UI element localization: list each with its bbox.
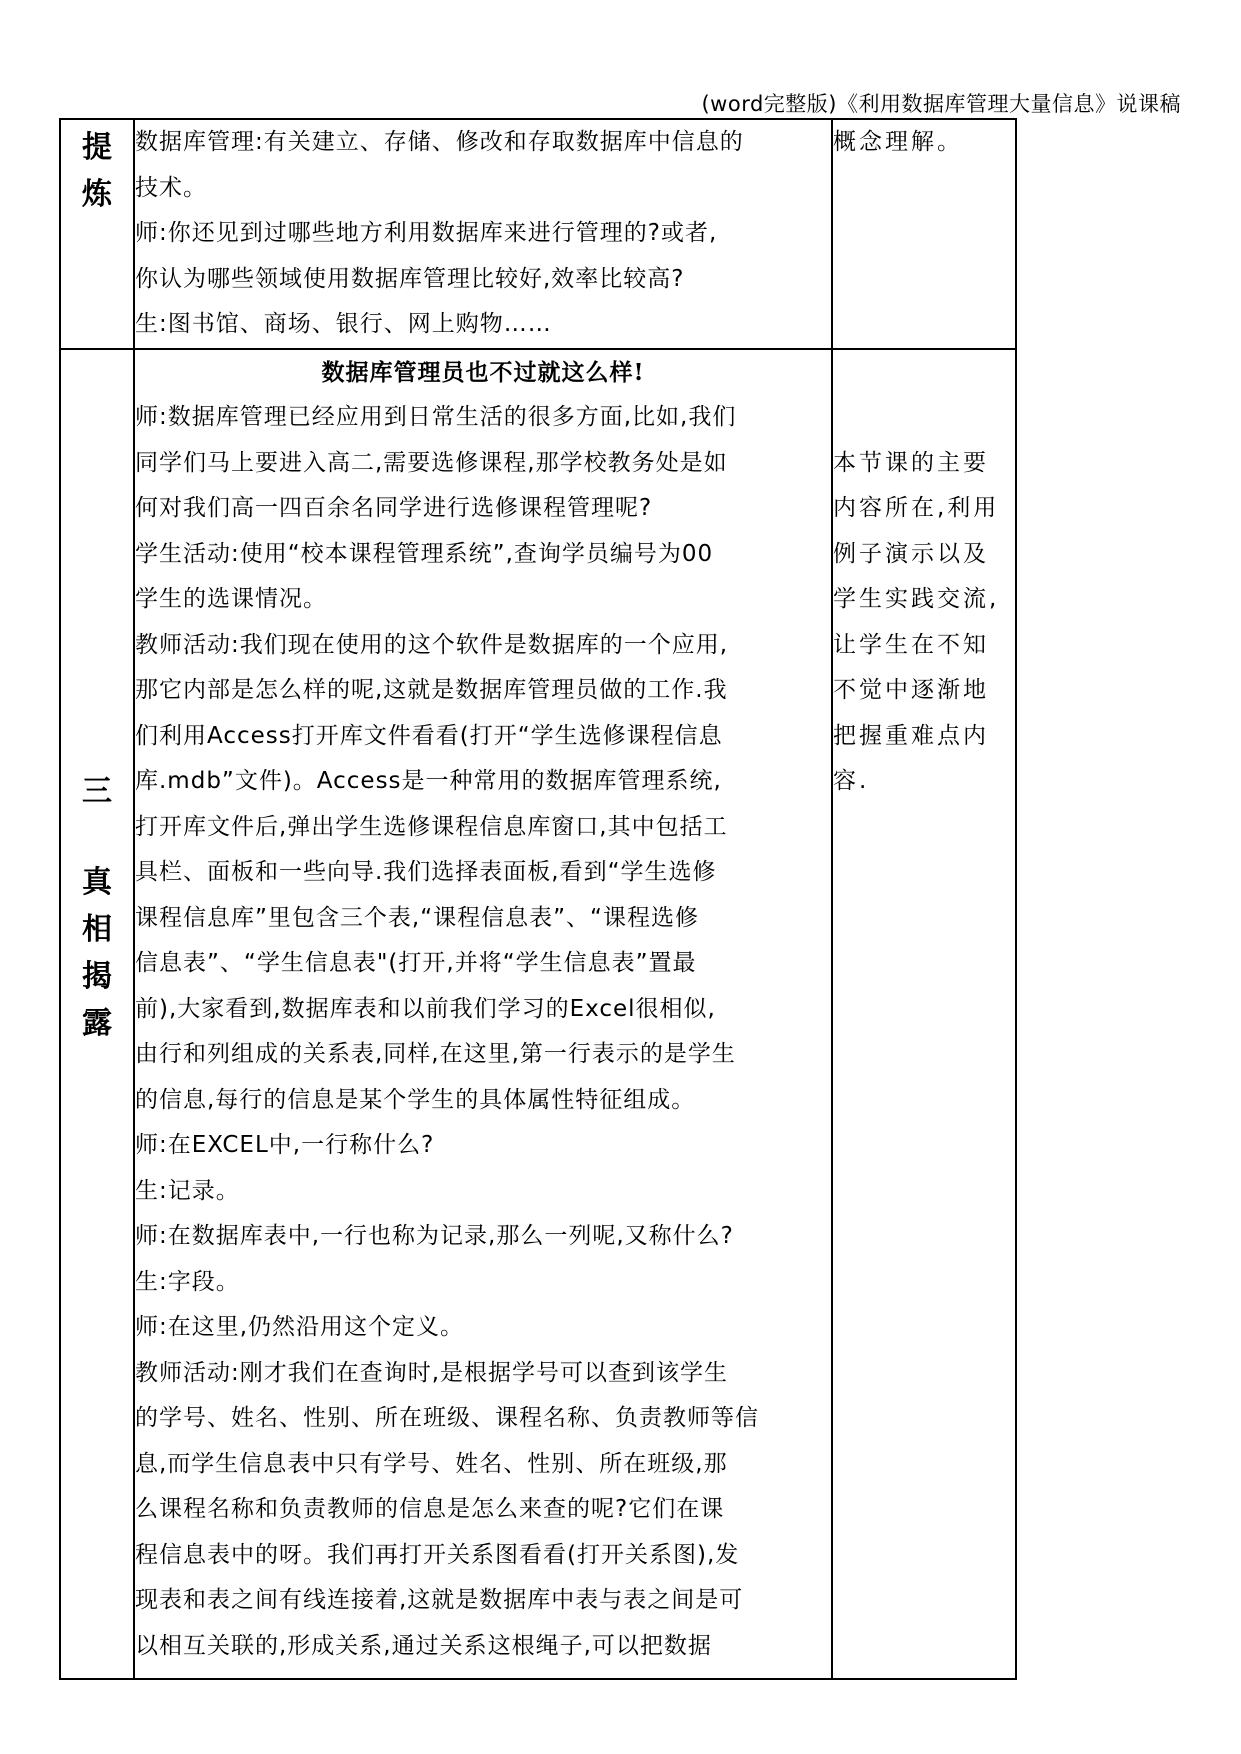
stage-char: 三	[82, 773, 112, 809]
notes-cell-refine	[832, 119, 1016, 349]
stage-char: 露	[82, 1005, 112, 1041]
content-line: 何对我们高一四百余名同学进行选修课程管理呢?	[135, 495, 653, 521]
stage-char: 炼	[82, 177, 112, 212]
note-line: 把握重难点内	[833, 722, 989, 749]
table-row-reveal	[60, 349, 1016, 1679]
content-line: 同学们马上要进入高二,需要选修课程,那学校教务处是如	[135, 449, 728, 476]
content-line: 学生的选课情况。	[135, 586, 327, 612]
content-line: 师:你还见到过哪些地方利用数据库来进行管理的?或者,	[135, 220, 718, 246]
stage-label-refine	[60, 119, 134, 349]
content-line: 数据库管理:有关建立、存储、修改和存取数据库中信息的	[135, 129, 744, 155]
content-line: 教师活动:刚才我们在查询时,是根据学号可以查到该学生	[135, 1359, 729, 1386]
note-line: 学生实践交流,	[833, 586, 1000, 612]
content-line: 程信息表中的呀。我们再打开关系图看看(打开关系图),发	[135, 1541, 740, 1568]
stage-char: 真	[82, 864, 112, 900]
content-line: 技术。	[135, 174, 207, 201]
content-line: 打开库文件后,弹出学生选修课程信息库窗口,其中包括工	[135, 813, 728, 840]
content-line: 你认为哪些领域使用数据库管理比较好,效率比较高?	[135, 265, 685, 292]
stage-char: 揭	[82, 958, 112, 994]
stage-char: 相	[82, 911, 112, 947]
content-line: 教师活动:我们现在使用的这个软件是数据库的一个应用,	[135, 631, 729, 658]
content-line: 现表和表之间有线连接着,这就是数据库中表与表之间是可	[135, 1587, 744, 1613]
note-line: 容.	[833, 768, 870, 794]
content-line: 前),大家看到,数据库表和以前我们学习的Excel很相似,	[135, 995, 716, 1022]
note-line: 概念理解。	[833, 129, 963, 155]
content-line: 师:在这里,仍然沿用这个定义。	[135, 1314, 465, 1340]
stage-label-reveal	[60, 349, 134, 1679]
content-line: 具栏、面板和一些向导.我们选择表面板,看到“学生选修	[135, 859, 717, 885]
content-line: 师:在EXCEL中,一行称什么?	[135, 1132, 435, 1158]
content-cell-reveal	[134, 349, 832, 1679]
content-line: 生:字段。	[135, 1268, 240, 1295]
section-title: 数据库管理员也不过就这么样!	[321, 358, 645, 386]
content-line: 么课程名称和负责教师的信息是怎么来查的呢?它们在课	[135, 1496, 725, 1522]
content-line: 们利用Access打开库文件看看(打开“学生选修课程信息	[135, 722, 723, 749]
note-line: 内容所在,利用	[833, 495, 1000, 521]
lesson-plan-table	[59, 118, 1017, 1680]
note-line: 让学生在不知	[833, 631, 989, 658]
content-line: 由行和列组成的关系表,同样,在这里,第一行表示的是学生	[135, 1041, 736, 1067]
note-line: 例子演示以及	[833, 540, 989, 567]
content-line: 学生活动:使用“校本课程管理系统”,查询学员编号为00	[135, 540, 714, 567]
content-line: 的信息,每行的信息是某个学生的具体属性特征组成。	[135, 1086, 696, 1113]
content-line: 以相互关联的,形成关系,通过关系这根绳子,可以把数据	[135, 1632, 712, 1659]
content-line: 课程信息库”里包含三个表,“课程信息表”、“课程选修	[135, 904, 699, 931]
content-line: 那它内部是怎么样的呢,这就是数据库管理员做的工作.我	[135, 677, 728, 703]
content-cell-refine	[134, 119, 832, 349]
note-line: 不觉中逐渐地	[833, 677, 989, 703]
content-line: 生:图书馆、商场、银行、网上购物……	[135, 311, 552, 337]
note-line: 本节课的主要	[833, 449, 989, 476]
stage-char: 提	[82, 130, 112, 165]
table-row-refine	[60, 119, 1016, 349]
document-header-title: (word完整版)《利用数据库管理大量信息》说课稿	[701, 92, 1181, 116]
notes-cell-reveal	[832, 349, 1016, 1679]
content-line: 师:数据库管理已经应用到日常生活的很多方面,比如,我们	[135, 404, 737, 430]
content-line: 库.mdb”文件)。Access是一种常用的数据库管理系统,	[135, 768, 722, 794]
content-line: 信息表”、“学生信息表"(打开,并将“学生信息表”置最	[135, 950, 697, 976]
content-line: 息,而学生信息表中只有学号、姓名、性别、所在班级,那	[135, 1450, 728, 1477]
content-line: 的学号、姓名、性别、所在班级、课程名称、负责教师等信	[135, 1405, 759, 1431]
content-line: 师:在数据库表中,一行也称为记录,那么一列呢,又称什么?	[135, 1223, 734, 1249]
content-line: 生:记录。	[135, 1177, 240, 1204]
